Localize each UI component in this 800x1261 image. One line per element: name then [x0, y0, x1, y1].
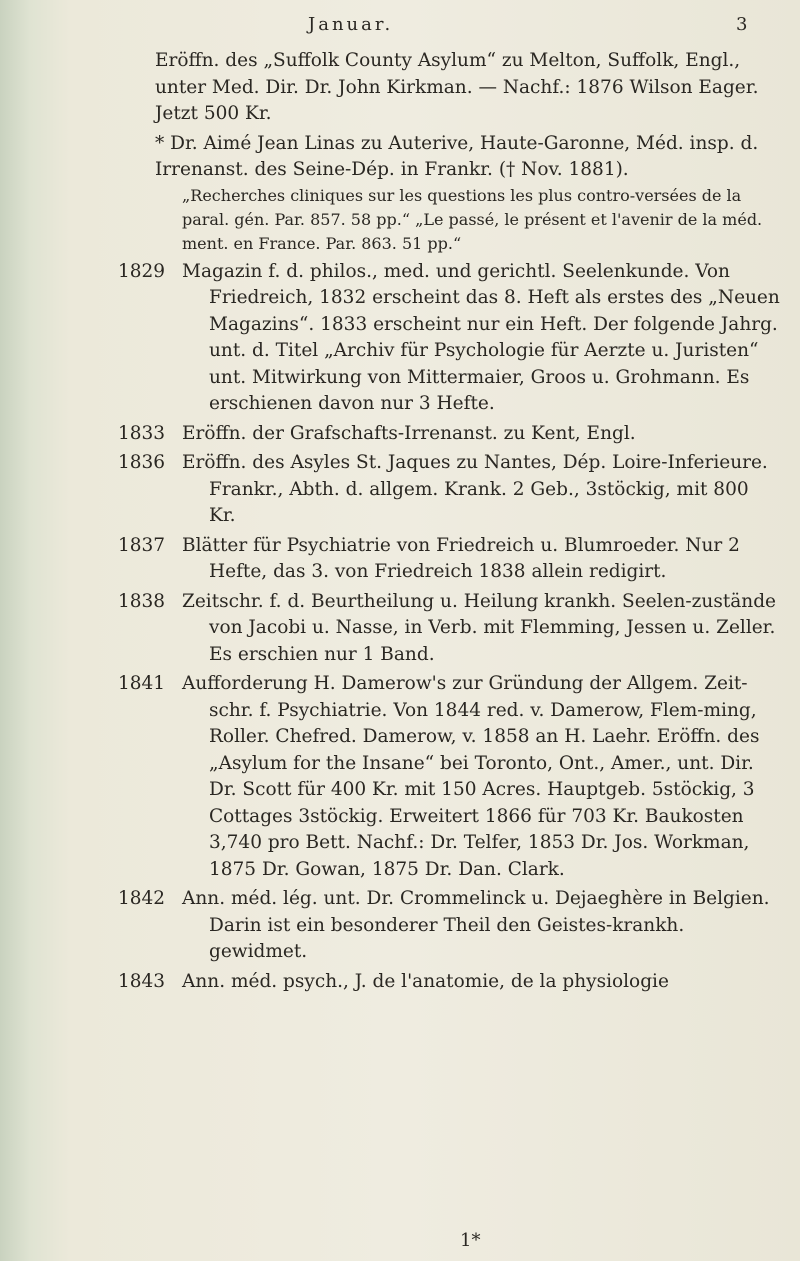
page-title: Januar. [308, 14, 394, 35]
entry-text: Aufforderung H. Damerow's zur Gründung der Allgem. Zeit-schr. f. Psychiatrie. Von 1844 red. v. Damerow, Flem-ming, Roller. Chefred. Damerow, v. 1858 an H. Laehr. Eröffn. des „Asylum for the Insane“ bei Toronto, Ont., Amer., unt. Dir. Dr. Scott für 400 Kr. mit 150 Acres. Hauptgeb. 5stöckig, 3 Cottages 3stöckig. Erweitert 1866 für 703 Kr. Baukosten 3,740 pro Bett. Nachf.: Dr. Telfer, 1853 Dr. Jos. Workman, 1875 Dr. Gowan, 1875 Dr. Dan. Clark. [182, 673, 760, 880]
entry-text: Eröffn. des Asyles St. Jaques zu Nantes, Dép. Loire-Inferieure. Frankr., Abth. d. allgem. Krank. 2 Geb., 3stöckig, mit 800 Kr. [182, 452, 768, 526]
entry [120, 671, 780, 883]
entry [120, 886, 780, 966]
page-number: 3 [736, 14, 748, 35]
entry-text: Eröffn. der Grafschafts-Irrenanst. zu Kent, Engl. [182, 422, 636, 444]
entry-text: Blätter für Psychiatrie von Friedreich u. Blumroeder. Nur 2 Hefte, das 3. von Friedreich 1838 allein redigirt. [182, 534, 740, 582]
entry-text: Eröffn. des „Suffolk County Asylum“ zu Melton, Suffolk, Engl., unter Med. Dir. Dr. John Kirkman. — Nachf.: 1876 Wilson Eager. Jetzt 500 Kr. [155, 50, 759, 124]
entry [120, 131, 780, 256]
running-header [0, 14, 800, 44]
entry-text: Ann. méd. lég. unt. Dr. Crommelinck u. Dejaeghère in Belgien. Darin ist ein besonderer Theil den Geistes-krankh. gewidmet. [182, 888, 770, 962]
entry-text: Zeitschr. f. d. Beurtheilung u. Heilung krankh. Seelen-zustände von Jacobi u. Nasse, in Verb. mit Flemming, Jessen u. Zeller. Es erschien nur 1 Band. [182, 590, 776, 665]
signature-label: 1* [460, 1230, 481, 1251]
entry-year: 1829 [118, 260, 166, 282]
entry [120, 48, 780, 128]
entry-year: 1841 [118, 673, 166, 694]
entry [120, 421, 780, 448]
entry [120, 589, 780, 669]
chronology-list [120, 48, 780, 998]
entry-year: 1836 [118, 452, 166, 473]
entry-text: Ann. méd. psych., J. de l'anatomie, de la physiologie [182, 970, 669, 992]
entry [120, 533, 780, 586]
entry-year: 1842 [118, 888, 166, 909]
entry [120, 450, 780, 530]
entry-year: 1833 [118, 422, 166, 444]
entry-year: 1843 [118, 970, 166, 992]
entry-text: * Dr. Aimé Jean Linas zu Auterive, Haute-Garonne, Méd. insp. d. Irrenanst. des Seine-Dép. in Frankr. († Nov. 1881). [155, 132, 759, 180]
entry-year: 1837 [118, 534, 166, 556]
entry-text: Magazin f. d. philos., med. und gerichtl. Seelenkunde. Von Friedreich, 1832 erscheint das 8. Heft als erstes des „Neuen Magazins“. 1833 erscheint nur ein Heft. Der folgende Jahrg. unt. d. Titel „Archiv für Psychologie für Aerzte u. Juristen“ unt. Mitwirkung von Mittermaier, Groos u. Grohmann. Es erschienen davon nur 3 Hefte. [182, 260, 780, 414]
entry-year: 1838 [118, 590, 166, 612]
entry [120, 259, 780, 418]
entry [120, 969, 780, 996]
entry-quote: „Recherches cliniques sur les questions les plus contro-versées de la paral. gén. Par. 857. 58 pp.“ „Le passé, le présent et l'avenir de la méd. ment. en France. Par. 863. 51 pp.“ [182, 185, 763, 253]
